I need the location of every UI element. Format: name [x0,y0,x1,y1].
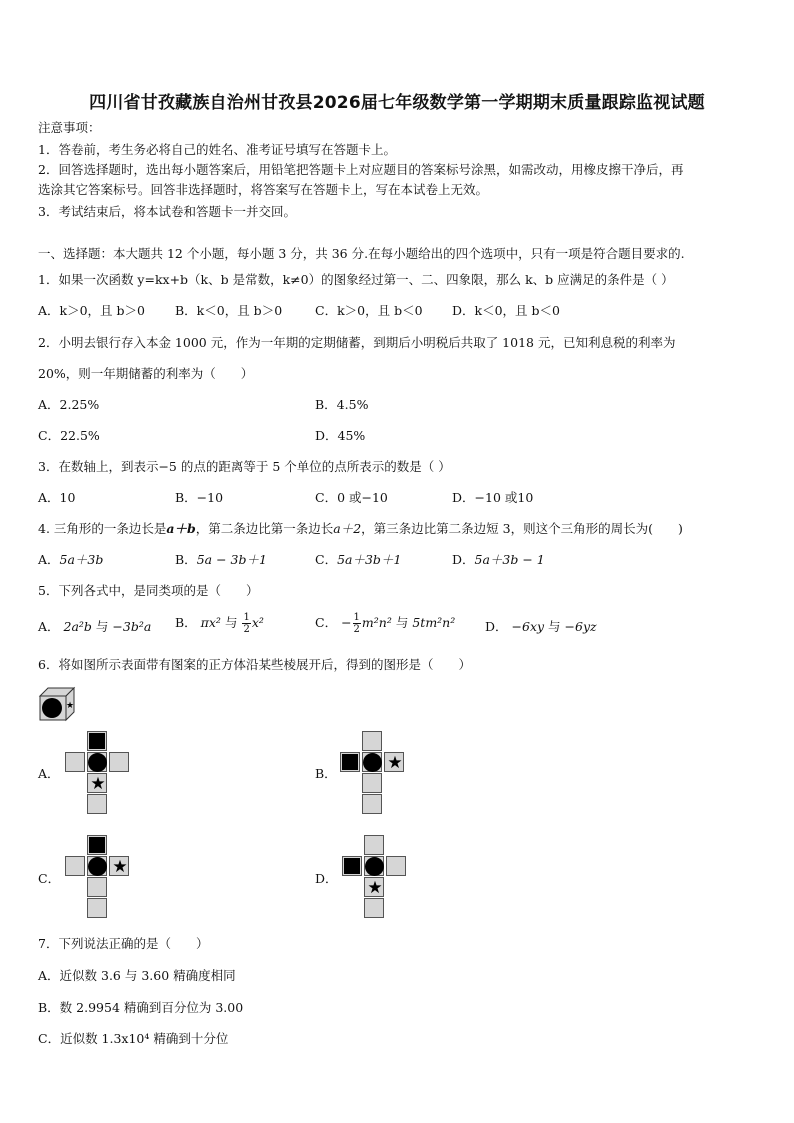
net-a-cell [87,752,107,772]
question-6-option-a[interactable]: A． [38,766,60,781]
question-7-option-a[interactable]: A．近似数 3.6 与 3.60 精确度相同 [38,968,236,983]
net-c-cell [87,856,107,876]
question-2-stem: 2．小明去银行存入本金 1000 元，作为一年期的定期储蓄，到期后小明税后共取了 1018 元，已知利息税的利率为 [38,335,676,350]
question-1-stem: 1．如果一次函数 y=kx+b（k、b 是常数，k≠0）的图象经过第一、二、四象限，那么 k、b 应满足的条件是（ ） [38,272,674,287]
question-2-option-d[interactable]: D．45% [315,428,366,443]
net-b-cell [362,731,382,751]
question-4-option-d[interactable]: D．5a＋3b − 1 [452,552,545,567]
net-a-cell [109,752,129,772]
question-6-option-c[interactable]: C． [38,871,61,886]
star-icon: ★ [387,753,403,773]
question-4-option-c[interactable]: C．5a＋3b＋1 [315,552,402,567]
net-a-cell [87,731,107,751]
notice-heading: 注意事项： [38,120,101,135]
net-d-cell [342,856,362,876]
question-5-option-a[interactable]: A． 2a²b 与 −3b²a [38,619,152,634]
page-title: 四川省甘孜藏族自治州甘孜县2026届七年级数学第一学期期末质量跟踪监视试题 [89,93,705,113]
net-a-cell [87,773,107,793]
question-7-stem: 7．下列说法正确的是（ ） [38,936,209,951]
circle-icon [88,753,107,772]
star-icon: ★ [90,774,106,794]
net-a [65,731,131,817]
net-c-cell [65,856,85,876]
question-7-option-c[interactable]: C．近似数 1.3x10⁴ 精确到十分位 [38,1031,229,1046]
circle-icon [88,857,107,876]
fraction-one-half: $\frac{1}{2}$ [243,612,250,635]
question-2-option-a[interactable]: A．2.25% [38,397,100,412]
net-b-cell [340,752,360,772]
question-5-option-b[interactable]: B． πx² 与 $\frac{1}{2}$ x² [175,612,264,635]
net-c [65,835,131,921]
question-4-stem: 4. 三角形的一条边长是a＋b，第二条边比第一条边长a＋2，第三条边比第二条边短 3，则这个三角形的周长为( ) [38,521,683,536]
notice-item-1: 1．答卷前，考生务必将自己的姓名、准考证号填写在答题卡上。 [38,142,396,157]
question-6-option-b[interactable]: B． [315,766,337,781]
net-c-cell [109,856,129,876]
question-7-option-b[interactable]: B．数 2.9954 精确到百分位为 3.00 [38,1000,244,1015]
question-4-option-a[interactable]: A．5a＋3b [38,552,104,567]
cube-figure [38,686,78,722]
net-b-cell [362,773,382,793]
fraction-one-half: $\frac{1}{2}$ [353,612,360,635]
star-icon: ★ [367,878,383,898]
net-d [342,835,408,921]
net-d-cell [364,898,384,918]
star-icon: ★ [65,701,75,711]
question-4-option-b[interactable]: B．5a − 3b＋1 [175,552,267,567]
question-3-stem: 3．在数轴上，到表示−5 的点的距离等于 5 个单位的点所表示的数是（ ） [38,459,451,474]
question-6-option-d[interactable]: D． [315,871,338,886]
circle-icon [363,753,382,772]
circle-icon [42,698,62,718]
square-icon [344,858,360,874]
notice-item-2-cont: 选涂其它答案标号。回答非选择题时，将答案写在答题卡上，写在本试卷上无效。 [38,182,489,197]
question-3-option-c[interactable]: C．0 或−10 [315,490,388,505]
question-2-stem-cont: 20%，则一年期储蓄的利率为（ ） [38,366,254,381]
net-b-cell [362,794,382,814]
net-c-cell [87,898,107,918]
question-1-option-a[interactable]: A．k＞0，且 b＞0 [38,303,145,318]
star-icon: ★ [112,857,128,877]
question-3-option-d[interactable]: D．−10 或10 [452,490,534,505]
square-icon [89,733,105,749]
question-1-option-d[interactable]: D．k＜0，且 b＜0 [452,303,560,318]
question-3-option-a[interactable]: A．10 [38,490,76,505]
circle-icon [365,857,384,876]
question-5-option-d[interactable]: D． −6xy 与 −6yz [485,619,597,634]
question-1-option-c[interactable]: C．k＞0，且 b＜0 [315,303,423,318]
square-icon [342,754,358,770]
net-b [340,731,406,817]
notice-item-3: 3．考试结束后，将本试卷和答题卡一并交回。 [38,204,296,219]
net-a-cell [65,752,85,772]
question-6-stem: 6．将如图所示表面带有图案的正方体沿某些棱展开后，得到的图形是（ ） [38,657,471,672]
question-2-option-c[interactable]: C．22.5% [38,428,100,443]
section-heading: 一、选择题：本大题共 12 个小题，每小题 3 分，共 36 分.在每小题给出的四个选项中，只有一项是符合题目要求的. [38,246,685,261]
net-b-cell [384,752,404,772]
square-icon [89,837,105,853]
net-c-cell [87,877,107,897]
question-5-stem: 5．下列各式中，是同类项的是（ ） [38,583,259,598]
net-b-cell [362,752,382,772]
net-c-cell [87,835,107,855]
net-d-cell [386,856,406,876]
notice-item-2: 2．回答选择题时，选出每小题答案后，用铅笔把答题卡上对应题目的答案标号涂黑，如需改动，用橡皮擦干净后，再 [38,162,684,177]
question-3-option-b[interactable]: B．−10 [175,490,224,505]
question-2-option-b[interactable]: B．4.5% [315,397,369,412]
net-d-cell [364,877,384,897]
net-d-cell [364,856,384,876]
net-a-cell [87,794,107,814]
question-5-option-c[interactable]: C． − $\frac{1}{2}$ m²n² 与 5tm²n² [315,612,456,635]
question-1-option-b[interactable]: B．k＜0，且 b＞0 [175,303,283,318]
net-d-cell [364,835,384,855]
